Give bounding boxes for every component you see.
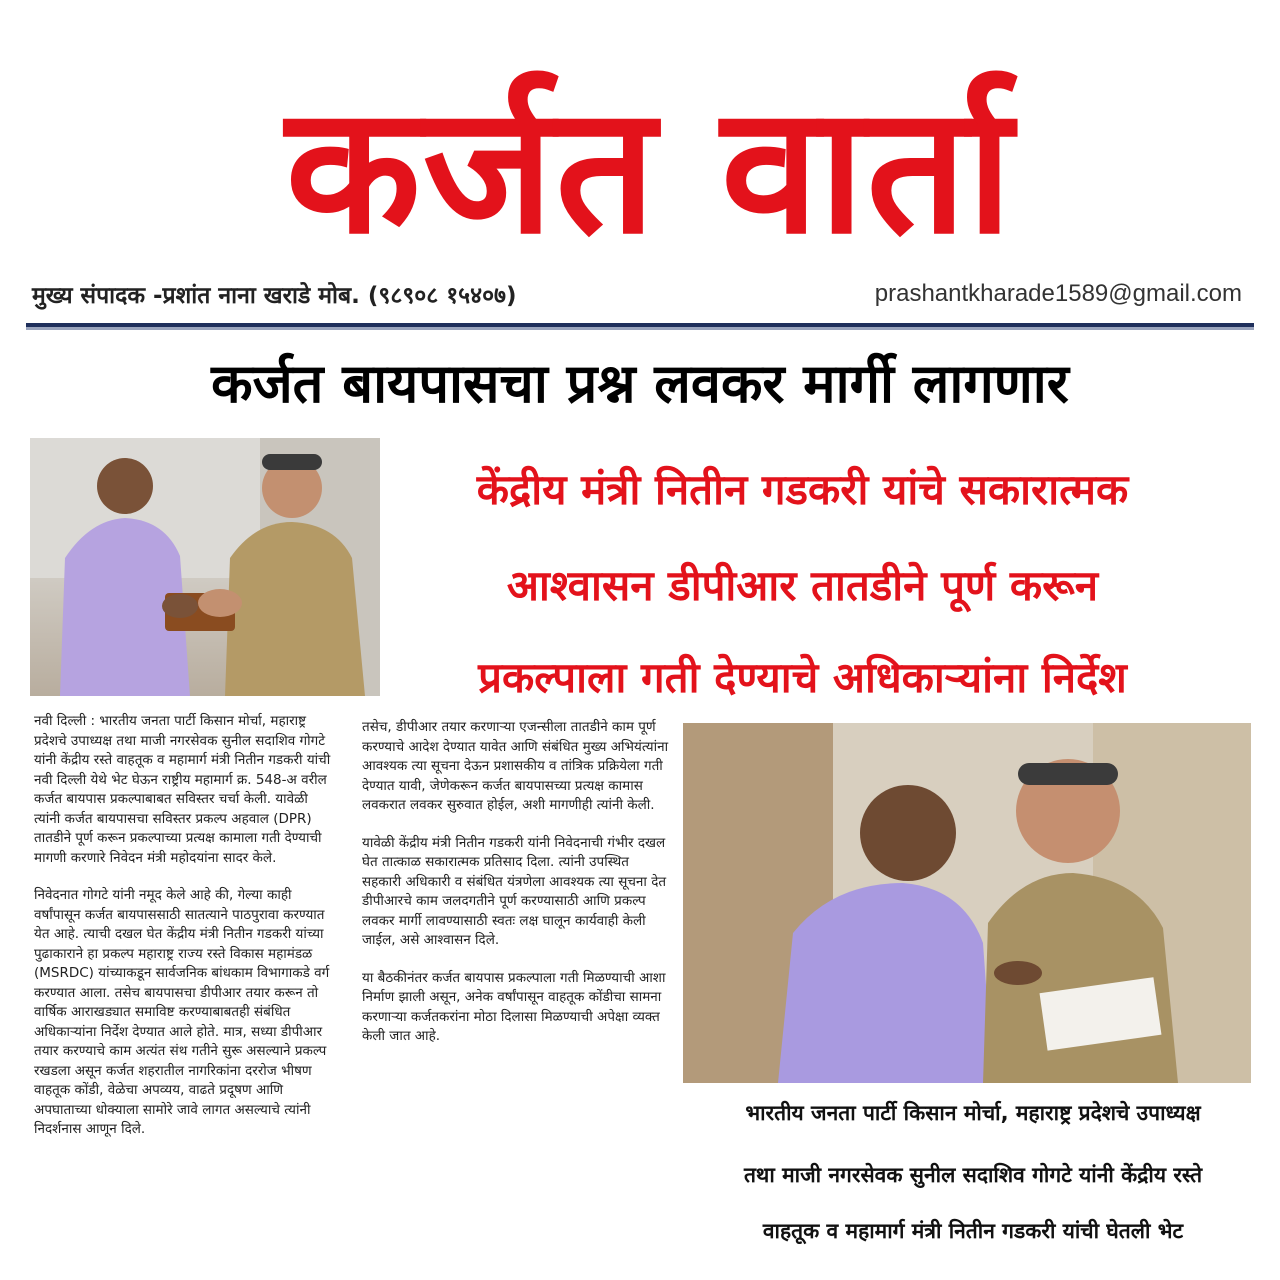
photo-caption-line-1: भारतीय जनता पार्टी किसान मोर्चा, महाराष्ट्र प्रदेशचे उपाध्यक्ष [745, 1101, 1201, 1125]
handshake-photo-illustration [30, 438, 380, 696]
editor-line: मुख्य संपादक -प्रशांत नाना खराडे मोब. (९८९०८ १५४०७) [32, 283, 517, 309]
masthead-title: कर्जत वार्ता [285, 70, 1015, 270]
article-paragraph: तसेच, डीपीआर तयार करणाऱ्या एजन्सीला तातडीने काम पूर्ण करण्याचे आदेश देण्यात यावेत आणि संबंधित मुख्य अभियंत्यांना आवश्यक त्या सूचना देऊन प्रशासकीय व तांत्रिक प्रक्रियेला गती देण्यात यावी, जेणेकरून कर्जत बायपासच्या प्रत्यक्ष कामास लवकरात लवकर सुरुवात होईल, अशी मागणीही त्यांनी केली. [362, 719, 669, 813]
document-review-photo-illustration [683, 723, 1251, 1083]
article-paragraph: नवी दिल्ली : भारतीय जनता पार्टी किसान मोर्चा, महाराष्ट्र प्रदेशचे उपाध्यक्ष तथा माजी नगरसेवक सुनील सदाशिव गोगटे यांनी केंद्रीय रस्ते वाहतूक व महामार्ग मंत्री नितीन गडकरी यांची नवी दिल्ली येथे भेट घेऊन राष्ट्रीय महामार्ग क्र. 548-अ वरील कर्जत बायपास प्रकल्पाबाबत सविस्तर चर्चा केली. यावेळी त्यांनी कर्जत बायपासचा सविस्तर प्रकल्प अहवाल (DPR) तातडीने पूर्ण करून प्रकल्पाच्या प्रत्यक्ष कामाला गती देण्याची मागणी करणारे निवेदन मंत्री महोदयांना सादर केले. [34, 713, 331, 866]
article-paragraph: निवेदनात गोगटे यांनी नमूद केले आहे की, गेल्या काही वर्षांपासून कर्जत बायपाससाठी सातत्याने पाठपुरावा करण्यात येत आहे. त्याची दखल घेत केंद्रीय मंत्री नितीन गडकरी यांच्या पुढाकाराने हा प्रकल्प महाराष्ट्र राज्य रस्ते विकास महामंडळ (MSRDC) यांच्याकडून सार्वजनिक बांधकाम विभागाकडे वर्ग करण्यात आला. तसेच बायपासचा डीपीआर तयार करून तो वार्षिक आराखड्यात समाविष्ट करण्याबाबतही संबंधित अधिकाऱ्यांना निर्देश देण्यात आले होते. मात्र, सध्या डीपीआर तयार करण्याचे काम अत्यंत संथ गतीने सुरू असल्याने प्रकल्प रखडला असून कर्जत शहरातील नागरिकांना दररोज भीषण वाहतूक कोंडी, वेळेचा अपव्यय, वाढते प्रदूषण आणि अपघाताच्या धोक्याला सामोरे जावे लागत असल्याचे त्यांनी निदर्शनास आणून दिले. [34, 887, 330, 1137]
article-paragraph: यावेळी केंद्रीय मंत्री नितीन गडकरी यांनी निवेदनाची गंभीर दखल घेत तात्काळ सकारात्मक प्रतिसाद दिला. त्यांनी उपस्थित सहकारी अधिकारी व संबंधित यंत्रणेला आवश्यक त्या सूचना देत डीपीआरचे काम जलदगतीने पूर्ण करण्यासाठी आणि प्रकल्प लवकर मार्गी लावण्यासाठी स्वतः लक्ष घालून कार्यवाही केली जाईल, असे आश्वासन दिले. [362, 834, 667, 948]
handshake-photo [30, 438, 380, 696]
email-address[interactable]: prashantkharade1589@gmail.com [874, 280, 1242, 307]
article-column-2 [362, 718, 672, 1065]
photo-caption-line-2: तथा माजी नगरसेवक सुनील सदाशिव गोगटे यांनी केंद्रीय रस्ते [743, 1163, 1203, 1187]
masthead-divider [26, 323, 1254, 330]
document-review-photo [683, 723, 1251, 1083]
main-headline: कर्जत बायपासचा प्रश्न लवकर मार्गी लागणार [211, 352, 1069, 415]
subheadline-line-1: केंद्रीय मंत्री नितीन गडकरी यांचे सकारात्मक [476, 465, 1129, 514]
article-column-1 [34, 712, 334, 1158]
photo-caption-line-3: वाहतूक व महामार्ग मंत्री नितीन गडकरी यांची घेतली भेट [762, 1219, 1184, 1243]
subheadline-line-3: प्रकल्पाला गती देण्याचे अधिकाऱ्यांना निर्देश [478, 653, 1127, 702]
subheadline-line-2: आश्वासन डीपीआर तातडीने पूर्ण करून [506, 561, 1099, 610]
article-paragraph: या बैठकीनंतर कर्जत बायपास प्रकल्पाला गती मिळण्याची आशा निर्माण झाली असून, अनेक वर्षांपासून वाहतूक कोंडीचा सामना करणाऱ्या कर्जतकरांना मोठा दिलासा मिळण्याची अपेक्षा व्यक्त केली जात आहे. [362, 969, 666, 1044]
